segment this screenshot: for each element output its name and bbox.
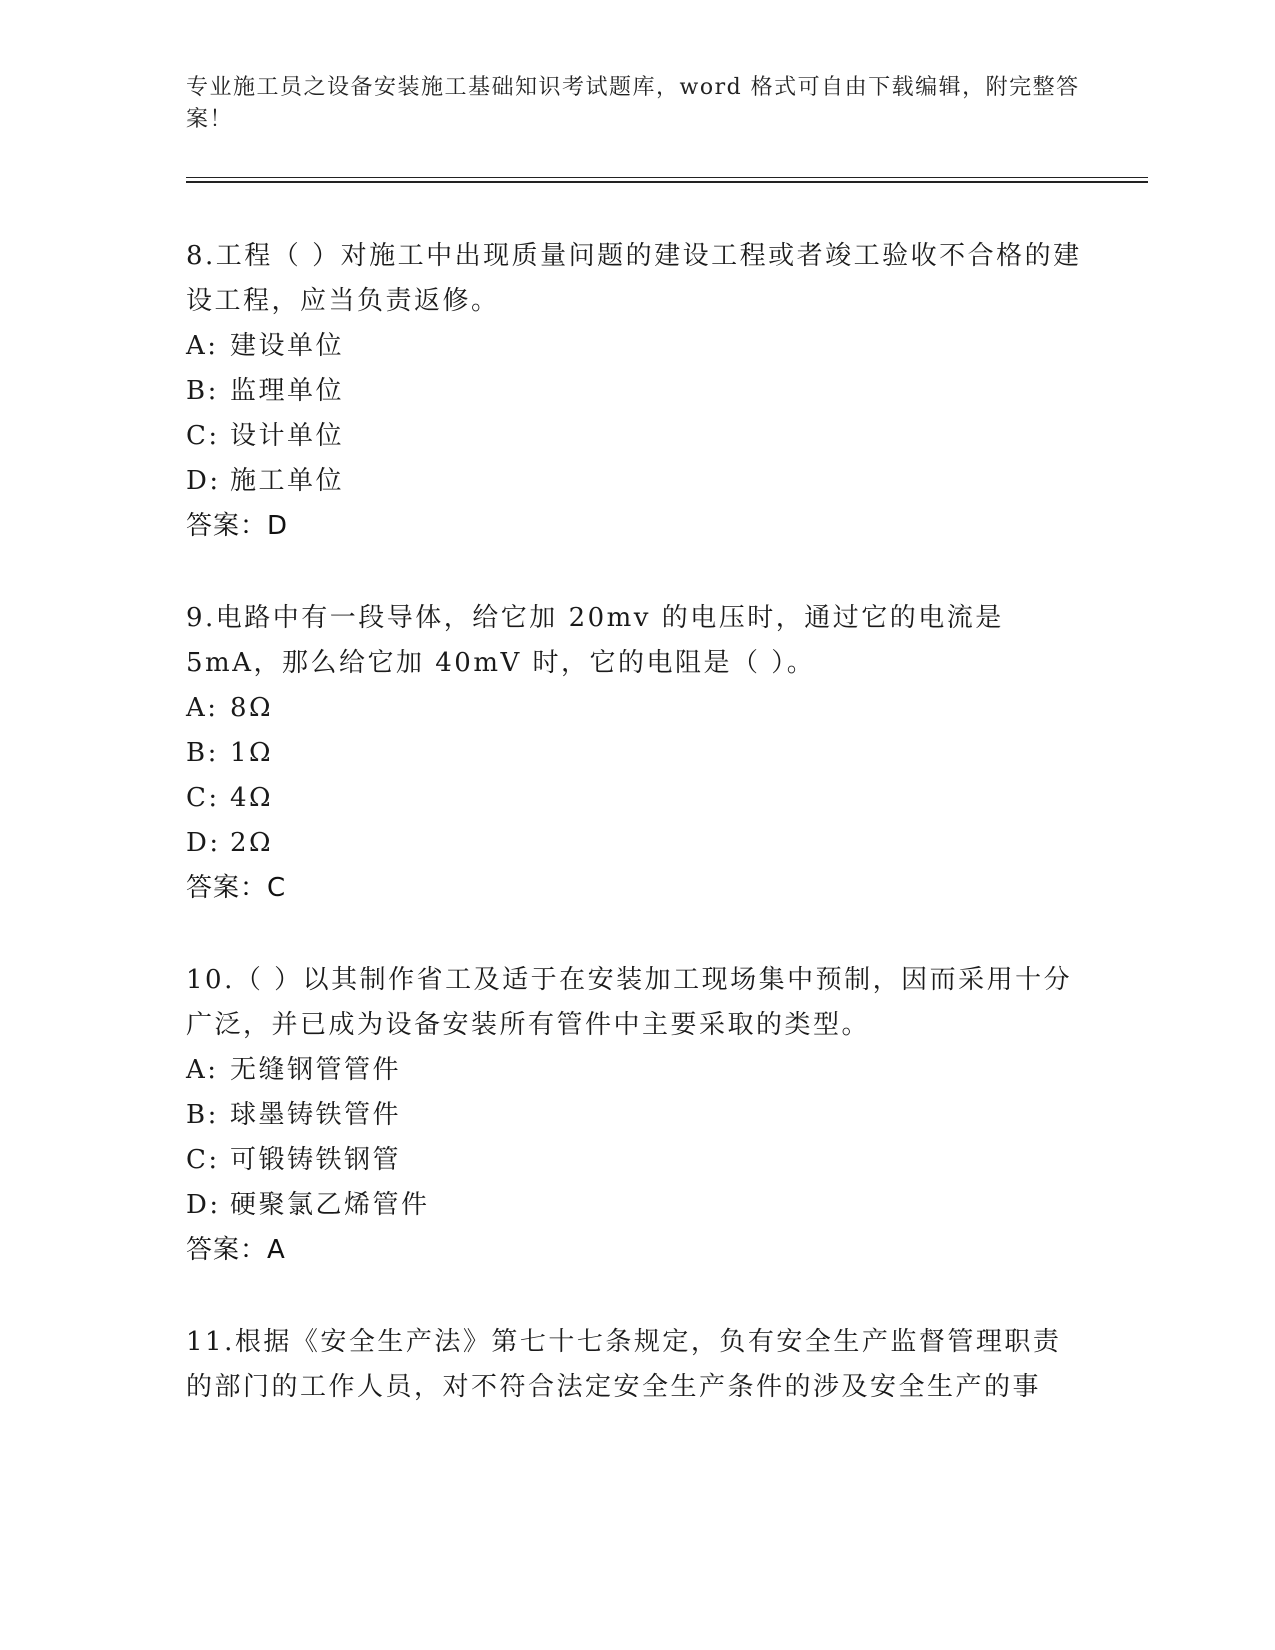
option-letter: D:: [186, 828, 221, 858]
option-d: [186, 821, 1086, 866]
option-letter: C:: [186, 783, 220, 813]
answer-line: 答案：A: [186, 1235, 286, 1265]
option-b: [186, 369, 1086, 414]
option-letter: D:: [186, 466, 221, 496]
option-text: 建设单位: [230, 331, 345, 361]
option-letter: A:: [186, 331, 219, 361]
option-letter: A:: [186, 1055, 219, 1085]
option-text: 施工单位: [230, 466, 345, 496]
option-letter: B:: [186, 1100, 219, 1130]
question-stem: 10.（ ）以其制作省工及适于在安装加工现场集中预制，因而采用十分广泛，并已成为设备安装所有管件中主要采取的类型。: [186, 965, 1073, 1040]
option-text: 可锻铸铁钢管: [230, 1145, 402, 1175]
option-d: [186, 459, 1086, 504]
option-text: 2Ω: [230, 828, 274, 858]
question-10: [186, 958, 1086, 1273]
question-stem: 11.根据《安全生产法》第七十七条规定，负有安全生产监督管理职责的部门的工作人员，对不符合法定安全生产条件的涉及安全生产的事: [186, 1327, 1062, 1402]
option-text: 监理单位: [230, 376, 345, 406]
question-11: [186, 1320, 1086, 1410]
header-divider-thick: [186, 181, 1148, 183]
option-letter: C:: [186, 421, 220, 451]
option-c: [186, 414, 1086, 459]
option-text: 1Ω: [230, 738, 274, 768]
option-b: [186, 1093, 1086, 1138]
question-8: [186, 234, 1086, 549]
option-text: 8Ω: [230, 693, 274, 723]
option-text: 4Ω: [230, 783, 274, 813]
option-letter: C:: [186, 1145, 220, 1175]
question-9: [186, 596, 1086, 911]
header-divider: [186, 177, 1148, 178]
option-text: 硬聚氯乙烯管件: [230, 1190, 430, 1220]
option-a: [186, 686, 1086, 731]
option-a: [186, 1048, 1086, 1093]
option-text: 无缝钢管管件: [230, 1055, 402, 1085]
option-c: [186, 1138, 1086, 1183]
question-stem: 8.工程（ ）对施工中出现质量问题的建设工程或者竣工验收不合格的建设工程，应当负责返修。: [186, 241, 1082, 316]
option-text: 设计单位: [230, 421, 345, 451]
option-letter: B:: [186, 376, 219, 406]
option-b: [186, 731, 1086, 776]
answer-line: 答案：C: [186, 873, 287, 903]
option-letter: D:: [186, 1190, 221, 1220]
option-a: [186, 324, 1086, 369]
option-letter: B:: [186, 738, 219, 768]
option-d: [186, 1183, 1086, 1228]
option-letter: A:: [186, 693, 219, 723]
question-stem: 9.电路中有一段导体，给它加 20mv 的电压时，通过它的电流是 5mA，那么给它加 40mV 时，它的电阻是（ ）。: [186, 603, 1004, 678]
header-note: 专业施工员之设备安装施工基础知识考试题库，word 格式可自由下载编辑，附完整答案！: [186, 75, 1080, 132]
option-text: 球墨铸铁管件: [230, 1100, 402, 1130]
option-c: [186, 776, 1086, 821]
answer-line: 答案：D: [186, 511, 289, 541]
